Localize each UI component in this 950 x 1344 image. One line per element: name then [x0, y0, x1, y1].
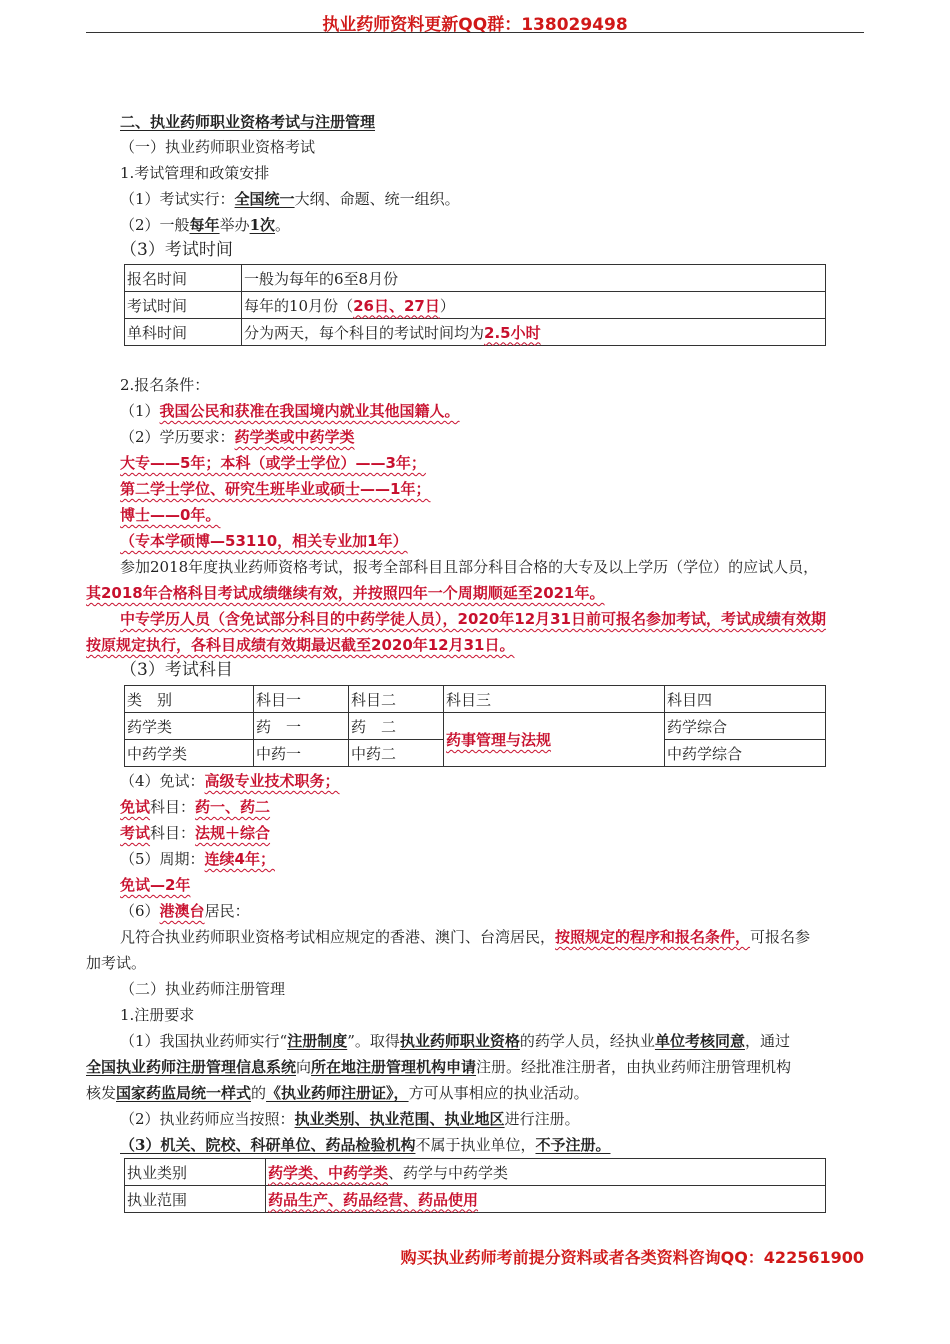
cycle-line: （5）周期：连续4年；	[120, 850, 275, 868]
table-header-cell: 科目三	[444, 686, 665, 713]
registration-line-3: （3）机关、院校、科研单位、药品检验机构不属于执业单位，不予注册。	[120, 1136, 611, 1154]
table-row	[125, 1159, 826, 1186]
exam-subjects-heading: （3）考试科目	[120, 660, 233, 680]
page-header: 执业药师资料更新QQ群：138029498	[322, 15, 628, 35]
table-cell: 一般为每年的6至8月份	[242, 265, 826, 292]
policy-paragraph-1a: 参加2018年度执业药师资格考试，报考全部科目且部分科目合格的大专及以上学历（学位）的应试人员，	[120, 558, 819, 576]
policy-paragraph-2a: 中专学历人员（含免试部分科目的中药学徒人员），2020年12月31日前可报名参加考试，考试成绩有效期	[120, 610, 827, 628]
exam-subjects-line: 考试科目：法规＋综合	[120, 824, 271, 842]
table-cell: 报名时间	[125, 265, 242, 292]
condition-5: 博士——0年。	[120, 506, 221, 524]
table-row	[125, 1186, 826, 1213]
table-header-cell: 科目四	[665, 686, 826, 713]
table-cell: 药品生产、药品经营、药品使用	[266, 1186, 826, 1213]
table-cell: 药学类、中药学类、药学与中药学类	[266, 1159, 826, 1186]
exam-line-2: （2）一般每年举办1次。	[120, 216, 291, 234]
item-exam-management: 1.考试管理和政策安排	[120, 164, 270, 182]
table-cell: 中药一	[254, 740, 349, 767]
table-cell: 中药学综合	[665, 740, 826, 767]
table-row	[125, 319, 826, 346]
hk-paragraph-a: 凡符合执业药师职业资格考试相应规定的香港、澳门、台湾居民，按照规定的程序和报名条件，可报名参	[120, 928, 811, 946]
exam-time-table	[124, 264, 826, 346]
table-cell: 单科时间	[125, 319, 242, 346]
table-row	[125, 686, 826, 713]
condition-6: （专本学硕博—53110，相关专业加1年）	[120, 532, 408, 550]
policy-paragraph-2b: 按原规定执行，各科目成绩有效期最迟截至2020年12月31日。	[86, 636, 515, 654]
item-registration-requirements: 1.注册要求	[120, 1006, 195, 1024]
table-row	[125, 265, 826, 292]
policy-paragraph-1b: 其2018年合格科目考试成绩继续有效，并按照四年一个周期顺延至2021年。	[86, 584, 605, 602]
exam-line-1: （1）考试实行：全国统一大纲、命题、统一组织。	[120, 190, 460, 208]
table-cell: 每年的10月份（26日、27日）	[242, 292, 826, 319]
table-header-cell: 科目一	[254, 686, 349, 713]
table-header-cell: 科目二	[349, 686, 444, 713]
condition-2: （2）学历要求：药学类或中药学类	[120, 428, 355, 446]
exempt-cycle-line: 免试—2年	[120, 876, 191, 894]
page-footer: 购买执业药师考前提分资料或者各类资料咨询QQ：422561900	[400, 1248, 864, 1267]
section-title: 二、执业药师职业资格考试与注册管理	[120, 113, 376, 131]
table-header-cell: 类 别	[125, 686, 254, 713]
header-divider	[86, 32, 864, 33]
table-row	[125, 292, 826, 319]
table-row	[125, 713, 826, 740]
table-cell: 考试时间	[125, 292, 242, 319]
registration-table	[124, 1158, 826, 1213]
table-cell-merged: 药事管理与法规	[444, 713, 665, 767]
table-cell: 分为两天，每个科目的考试时间均为2.5小时	[242, 319, 826, 346]
condition-1: （1）我国公民和获准在我国境内就业其他国籍人。	[120, 402, 460, 420]
table-cell: 中药学类	[125, 740, 254, 767]
table-cell: 药学类	[125, 713, 254, 740]
subsection-exam: （一）执业药师职业资格考试	[120, 138, 316, 156]
exam-time-heading: （3）考试时间	[120, 240, 233, 260]
item-registration-conditions: 2.报名条件：	[120, 376, 210, 394]
registration-para-line1: （1）我国执业药师实行“注册制度”。取得执业药师职业资格的药学人员，经执业单位考核同意，通过	[120, 1032, 790, 1050]
condition-3: 大专——5年；本科（或学士学位）——3年；	[120, 454, 426, 472]
table-cell: 执业类别	[125, 1159, 266, 1186]
exam-subjects-table	[124, 685, 826, 767]
registration-para-line2: 全国执业药师注册管理信息系统向所在地注册管理机构申请注册。经批准注册者，由执业药师注册管理机构	[86, 1058, 792, 1076]
table-cell: 中药二	[349, 740, 444, 767]
exempt-subjects-line: 免试科目：药一、药二	[120, 798, 271, 816]
registration-para-line3: 核发国家药监局统一样式的《执业药师注册证》，方可从事相应的执业活动。	[86, 1084, 589, 1102]
table-cell: 执业范围	[125, 1186, 266, 1213]
hk-paragraph-b: 加考试。	[86, 954, 147, 972]
exemption-line: （4）免试：高级专业技术职务；	[120, 772, 340, 790]
registration-line-2: （2）执业药师应当按照：执业类别、执业范围、执业地区进行注册。	[120, 1110, 580, 1128]
hk-macau-tw-line: （6）港澳台居民：	[120, 902, 250, 920]
condition-4: 第二学士学位、研究生班毕业或硕士——1年；	[120, 480, 431, 498]
subsection-registration: （二）执业药师注册管理	[120, 980, 286, 998]
table-cell: 药学综合	[665, 713, 826, 740]
table-cell: 药 一	[254, 713, 349, 740]
table-cell: 药 二	[349, 713, 444, 740]
